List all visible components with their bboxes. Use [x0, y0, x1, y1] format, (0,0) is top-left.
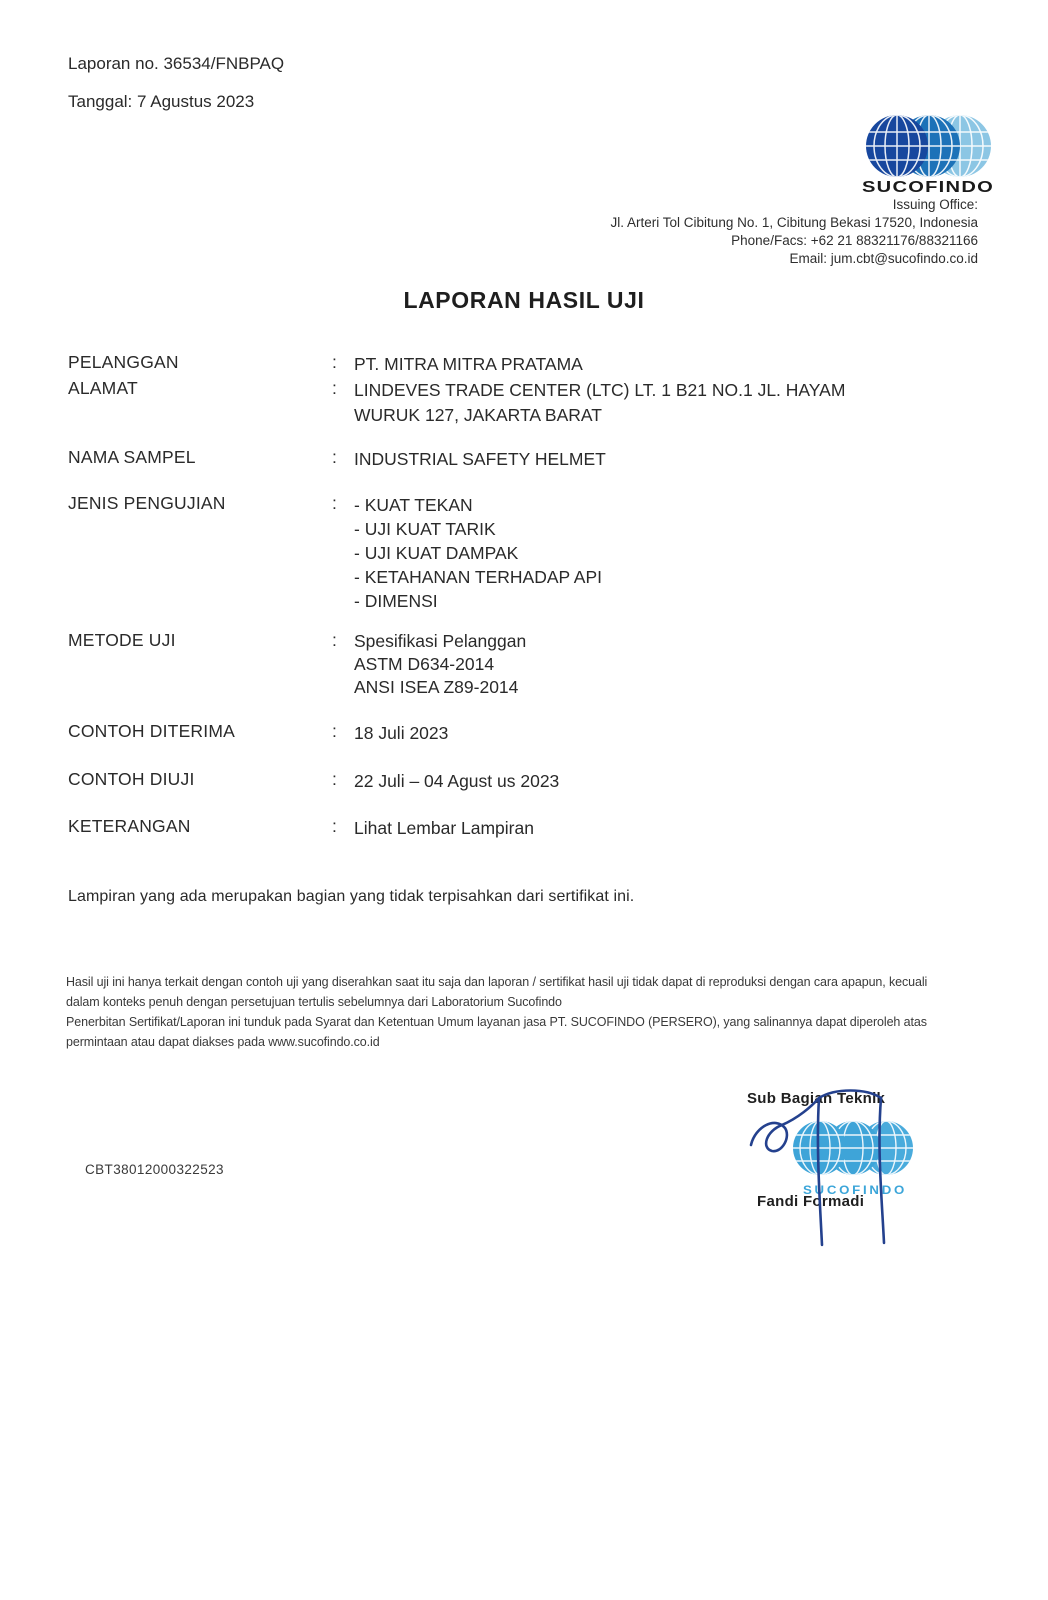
- field-value: 22 Juli – 04 Agust us 2023: [354, 771, 560, 791]
- field-value: PT. MITRA MITRA PRATAMA: [354, 354, 583, 374]
- disclaimer-line: Hasil uji ini hanya terkait dengan contoh uji yang diserahkan saat itu saja dan laporan / sertifikat hasil uji tidak dapat di reproduksi dengan cara apapun, kecuali: [66, 975, 928, 989]
- stamp-wordmark: SUCOFINDO: [803, 1183, 907, 1197]
- field-colon: :: [332, 769, 337, 789]
- field-colon: :: [332, 352, 337, 372]
- field-colon: :: [332, 447, 337, 467]
- attachment-note: Lampiran yang ada merupakan bagian yang tidak terpisahkan dari sertifikat ini.: [68, 888, 635, 905]
- field-value: - KUAT TEKAN: [354, 495, 473, 515]
- field-value: ANSI ISEA Z89-2014: [354, 677, 519, 697]
- field-value: - UJI KUAT TARIK: [354, 519, 496, 539]
- field-value: - UJI KUAT DAMPAK: [354, 543, 519, 563]
- issuing-office-email: Email: jum.cbt@sucofindo.co.id: [789, 251, 978, 266]
- field-value: WURUK 127, JAKARTA BARAT: [354, 405, 602, 425]
- sucofindo-globes-icon: [856, 108, 998, 196]
- field-label: JENIS PENGUJIAN: [68, 493, 226, 513]
- issuing-office-phone: Phone/Facs: +62 21 88321176/88321166: [731, 233, 978, 248]
- issuing-office-title: Issuing Office:: [892, 197, 978, 212]
- field-colon: :: [332, 493, 337, 513]
- signature-ink: [735, 1083, 925, 1253]
- field-label: CONTOH DIUJI: [68, 769, 195, 789]
- report-date: Tanggal: 7 Agustus 2023: [68, 92, 255, 111]
- field-colon: :: [332, 378, 337, 398]
- sucofindo-logo: [856, 108, 998, 196]
- disclaimer-line: permintaan atau dapat diakses pada www.sucofindo.co.id: [66, 1035, 380, 1049]
- signature-icon: [735, 1083, 925, 1253]
- field-value: 18 Juli 2023: [354, 723, 449, 743]
- field-colon: :: [332, 721, 337, 741]
- field-value: - KETAHANAN TERHADAP API: [354, 567, 602, 587]
- field-value: ASTM D634-2014: [354, 654, 495, 674]
- issuing-office-address: Jl. Arteri Tol Cibitung No. 1, Cibitung Bekasi 17520, Indonesia: [610, 215, 978, 230]
- issuing-office-block: [611, 196, 978, 268]
- field-label: CONTOH DITERIMA: [68, 721, 235, 741]
- field-colon: :: [332, 816, 337, 836]
- field-value: Spesifikasi Pelanggan: [354, 631, 527, 651]
- signature-department: Sub Bagian Teknik: [747, 1090, 886, 1107]
- field-label: NAMA SAMPEL: [68, 447, 196, 467]
- disclaimer-block: [66, 972, 996, 1052]
- disclaimer-line: Penerbitan Sertifikat/Laporan ini tunduk pada Syarat dan Ketentuan Umum layanan jasa PT. SUCOFINDO (PERSERO), yang salinannya dapat diperoleh atas: [66, 1015, 927, 1029]
- field-colon: :: [332, 630, 337, 650]
- field-value: - DIMENSI: [354, 591, 438, 611]
- document-title: LAPORAN HASIL UJI: [403, 287, 645, 313]
- field-value: INDUSTRIAL SAFETY HELMET: [354, 449, 606, 469]
- disclaimer-line: dalam konteks penuh dengan persetujuan tertulis sebelumnya dari Laboratorium Sucofindo: [66, 995, 562, 1009]
- document-code: CBT38012000322523: [85, 1162, 224, 1177]
- report-number: Laporan no. 36534/FNBPAQ: [68, 54, 285, 73]
- field-label: ALAMAT: [68, 378, 138, 398]
- field-label: PELANGGAN: [68, 352, 179, 372]
- field-value: LINDEVES TRADE CENTER (LTC) LT. 1 B21 NO.1 JL. HAYAM: [354, 380, 846, 400]
- field-label: KETERANGAN: [68, 816, 191, 836]
- signature-name: Fandi Formadi: [757, 1193, 865, 1210]
- field-label: METODE UJI: [68, 630, 176, 650]
- field-value: Lihat Lembar Lampiran: [354, 818, 534, 838]
- sucofindo-wordmark: SUCOFINDO: [862, 179, 994, 196]
